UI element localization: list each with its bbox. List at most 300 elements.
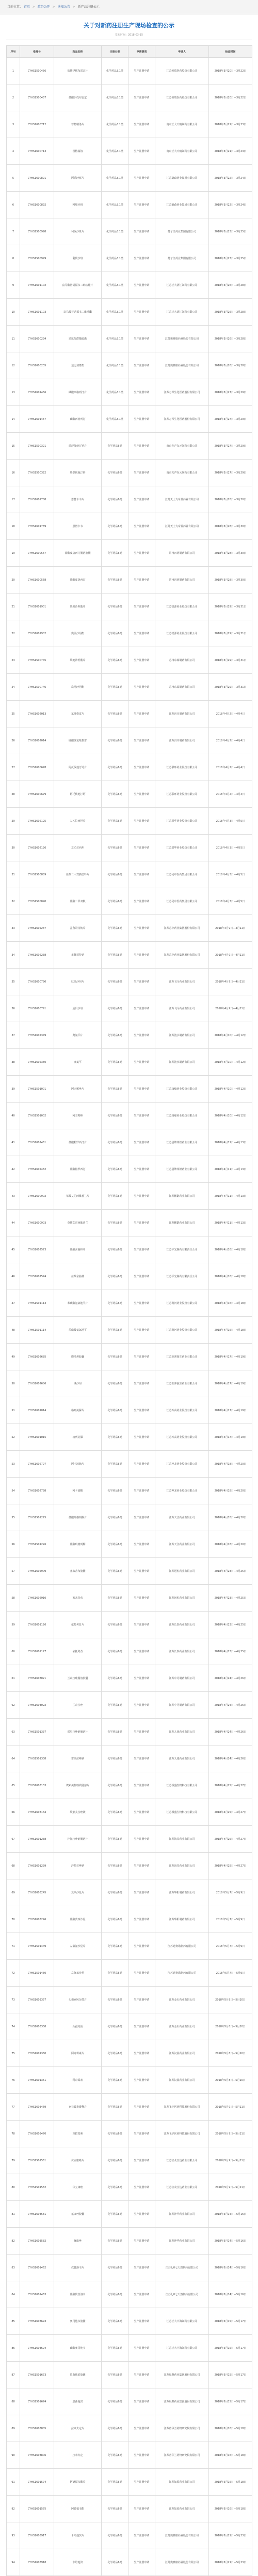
cell-drug-name: 盐酸伊伐布雷定 bbox=[54, 84, 102, 111]
cell-application: 生产注册申请 bbox=[128, 2067, 155, 2094]
cell-acceptance-no: CYHS1501337 bbox=[20, 1719, 54, 1745]
cell-inspection-time: 2018年4月23日—4月25日 bbox=[209, 1558, 252, 1585]
cell-application: 生产注册申请 bbox=[128, 2228, 155, 2255]
cell-applicant: 南京先声东元制药有限公司 bbox=[155, 460, 209, 486]
cell-inspection-time: 2018年4月18日—4月20日 bbox=[209, 1504, 252, 1531]
table-row bbox=[7, 165, 252, 192]
cell-inspection-time: 2018年4月18日—4月20日 bbox=[209, 1478, 252, 1504]
cell-applicant: 江苏平光制药有限责任公司 bbox=[155, 1263, 209, 1290]
cell-category: 化学药品6类 bbox=[102, 2335, 128, 2362]
cell-application: 生产注册申请 bbox=[128, 460, 155, 486]
cell-category: 化学药品6类 bbox=[102, 781, 128, 808]
cell-index: 31 bbox=[7, 861, 20, 888]
cell-applicant: 江苏吴中医药集团有限公司 bbox=[155, 861, 209, 888]
cell-category: 化学药品6类 bbox=[102, 1451, 128, 1478]
cell-acceptance-no: CYHS1603021 bbox=[20, 1665, 54, 1692]
table-row bbox=[7, 406, 252, 433]
cell-application: 生产注册申请 bbox=[128, 2469, 155, 2496]
cell-drug-name: 恩替卡韦 bbox=[54, 513, 102, 540]
cell-index: 13 bbox=[7, 379, 20, 406]
cell-acceptance-no: CYHS1600892 bbox=[20, 192, 54, 218]
cell-category: 化学药品6类 bbox=[102, 2281, 128, 2308]
cell-application: 生产注册申请 bbox=[128, 2147, 155, 2174]
cell-acceptance-no: CYHS1602013 bbox=[20, 701, 54, 727]
table-row bbox=[7, 1344, 252, 1370]
cell-category: 化学药品6类 bbox=[102, 486, 128, 513]
cell-applicant: 江苏海岸药业有限公司 bbox=[155, 1826, 209, 1853]
cell-inspection-time: 2018年4月10日—4月12日 bbox=[209, 1022, 252, 1049]
cell-applicant: 江苏万高药业股份有限公司 bbox=[155, 1424, 209, 1451]
cell-inspection-time: 2018年4月3日—4月5日 bbox=[209, 808, 252, 835]
cell-inspection-time: 2018年3月27日—3月29日 bbox=[209, 379, 252, 406]
cell-inspection-time: 2018年4月9日—4月11日 bbox=[209, 969, 252, 995]
cell-index: 89 bbox=[7, 2415, 20, 2442]
table-row bbox=[7, 1665, 252, 1692]
cell-inspection-time: 2018年5月16日—5月18日 bbox=[209, 2442, 252, 2469]
cell-category: 化学药品6类 bbox=[102, 942, 128, 969]
cell-drug-name: 厄贝沙坦 bbox=[54, 995, 102, 1022]
cell-index: 15 bbox=[7, 433, 20, 460]
cell-acceptance-no: CYHS1601350 bbox=[20, 2040, 54, 2067]
cell-category: 化学药品6类 bbox=[102, 1210, 128, 1236]
cell-drug-name: 克拉霉素 bbox=[54, 2121, 102, 2147]
cell-applicant: 江苏联环药业股份有限公司 bbox=[155, 754, 209, 781]
cell-index: 74 bbox=[7, 2013, 20, 2040]
table-row bbox=[7, 1317, 252, 1344]
cell-inspection-time: 2018年5月15日—5月17日 bbox=[209, 2388, 252, 2415]
cell-category: 化学药品6类 bbox=[102, 701, 128, 727]
cell-acceptance-no: CYHS1600902 bbox=[20, 1183, 54, 1210]
cell-index: 17 bbox=[7, 486, 20, 513]
cell-applicant: 江苏涟水制药有限公司 bbox=[155, 1049, 209, 1076]
cell-inspection-time: 2018年5月9日—5月11日 bbox=[209, 2094, 252, 2121]
cell-acceptance-no: CYHS1603134 bbox=[20, 1799, 54, 1826]
cell-application: 生产注册申请 bbox=[128, 1692, 155, 1719]
table-row bbox=[7, 620, 252, 647]
cell-inspection-time: 2018年3月21日—3月23日 bbox=[209, 111, 252, 138]
cell-inspection-time: 2018年5月15日—5月17日 bbox=[209, 2362, 252, 2388]
cell-category: 化学药品3.1类 bbox=[102, 58, 128, 84]
cell-inspection-time: 2018年3月22日—3月24日 bbox=[209, 192, 252, 218]
table-row bbox=[7, 1478, 252, 1504]
cell-index: 48 bbox=[7, 1317, 20, 1344]
cell-acceptance-no: CYHS1601102 bbox=[20, 272, 54, 299]
cell-drug-name: 阿奇霉素 bbox=[54, 2067, 102, 2094]
cell-applicant: 江苏恒瑞医药股份有限公司 bbox=[155, 58, 209, 84]
table-row bbox=[7, 915, 252, 942]
table-row bbox=[7, 781, 252, 808]
cell-category: 化学药品6类 bbox=[102, 1076, 128, 1103]
cell-inspection-time: 2018年3月28日—3月30日 bbox=[209, 567, 252, 594]
cell-category: 化学药品6类 bbox=[102, 2121, 128, 2147]
cell-acceptance-no: CYHS1603693 bbox=[20, 2308, 54, 2335]
cell-category: 化学药品6类 bbox=[102, 513, 128, 540]
cell-inspection-time: 2018年5月16日—5月18日 bbox=[209, 2469, 252, 2496]
cell-applicant: 江苏九旭药业有限公司 bbox=[155, 1719, 209, 1745]
breadcrumb-home-link[interactable]: 首页 bbox=[23, 5, 30, 9]
cell-index: 93 bbox=[7, 2522, 20, 2549]
cell-applicant: 江苏颖盛生物科技有限公司 bbox=[155, 1772, 209, 1799]
cell-inspection-time: 2018年4月18日—4月20日 bbox=[209, 1451, 252, 1478]
cell-application: 生产注册申请 bbox=[128, 299, 155, 326]
cell-inspection-time: 2018年3月23日—3月25日 bbox=[209, 218, 252, 245]
cell-acceptance-no: CYHS1601902 bbox=[20, 620, 54, 647]
cell-category: 化学药品3.1类 bbox=[102, 272, 128, 299]
cell-applicant: 江苏汉晨药业有限公司 bbox=[155, 2067, 209, 2094]
cell-index: 55 bbox=[7, 1504, 20, 1531]
cell-application: 生产注册申请 bbox=[128, 995, 155, 1022]
cell-index: 87 bbox=[7, 2362, 20, 2388]
cell-application: 生产注册申请 bbox=[128, 567, 155, 594]
cell-acceptance-no: CYHS1603133 bbox=[20, 1772, 54, 1799]
table-row bbox=[7, 1799, 252, 1826]
cell-inspection-time: 2018年5月16日—5月18日 bbox=[209, 2496, 252, 2522]
cell-index: 9 bbox=[7, 272, 20, 299]
cell-applicant: 江苏苏中药业集团股份有限公司 bbox=[155, 942, 209, 969]
table-row bbox=[7, 754, 252, 781]
cell-inspection-time: 2018年4月10日—4月12日 bbox=[209, 1049, 252, 1076]
cell-drug-name: 兰索拉唑肠溶胶囊 bbox=[54, 1665, 102, 1692]
cell-application: 生产注册申请 bbox=[128, 835, 155, 861]
cell-acceptance-no: CYHS1601014 bbox=[20, 1397, 54, 1424]
cell-inspection-time: 2018年3月29日—3月31日 bbox=[209, 674, 252, 701]
cell-acceptance-no: CYHS1601575 bbox=[20, 2496, 54, 2522]
cell-index: 83 bbox=[7, 2255, 20, 2281]
cell-category: 化学药品6类 bbox=[102, 1933, 128, 1960]
cell-drug-name: 盐酸帕罗西汀片 bbox=[54, 1129, 102, 1156]
cell-category: 化学药品6类 bbox=[102, 1183, 128, 1210]
cell-category: 化学药品6类 bbox=[102, 1960, 128, 1987]
cell-applicant: 江苏万邦生化医药股份有限公司 bbox=[155, 379, 209, 406]
cell-index: 51 bbox=[7, 1397, 20, 1424]
cell-drug-name: 盐酸帕罗西汀 bbox=[54, 1156, 102, 1183]
cell-category: 化学药品6类 bbox=[102, 1692, 128, 1719]
cell-application: 生产注册申请 bbox=[128, 2040, 155, 2067]
cell-application: 生产注册申请 bbox=[128, 326, 155, 352]
table-row bbox=[7, 2228, 252, 2255]
cell-acceptance-no: CYHS1602350 bbox=[20, 1049, 54, 1076]
cell-inspection-time: 2018年3月29日—3月31日 bbox=[209, 620, 252, 647]
cell-category: 化学药品6类 bbox=[102, 995, 128, 1022]
table-row bbox=[7, 192, 252, 218]
cell-acceptance-no: CYHS1500321 bbox=[20, 433, 54, 460]
header-drug-name: 药品名称 bbox=[54, 46, 102, 58]
cell-application: 生产注册申请 bbox=[128, 2549, 155, 2576]
table-row bbox=[7, 1370, 252, 1397]
cell-drug-name: 恩曲他滨胶囊 bbox=[54, 2362, 102, 2388]
cell-drug-name: 埃索美拉唑镁肠溶片 bbox=[54, 1772, 102, 1799]
table-row bbox=[7, 942, 252, 969]
breadcrumb-separator: > bbox=[32, 5, 35, 9]
cell-category: 化学药品6类 bbox=[102, 2067, 128, 2094]
cell-acceptance-no: CYHS1600903 bbox=[20, 1210, 54, 1236]
cell-index: 64 bbox=[7, 1745, 20, 1772]
cell-index: 12 bbox=[7, 352, 20, 379]
cell-index: 42 bbox=[7, 1156, 20, 1183]
cell-drug-name: 奥氮平 bbox=[54, 1049, 102, 1076]
table-row bbox=[7, 111, 252, 138]
cell-inspection-time: 2018年5月7日—5月9日 bbox=[209, 1906, 252, 1933]
table-body bbox=[7, 58, 252, 2576]
cell-inspection-time: 2018年3月20日—3月22日 bbox=[209, 84, 252, 111]
cell-category: 化学药品6类 bbox=[102, 1236, 128, 1263]
cell-drug-name: 阿托伐他汀钙片 bbox=[54, 754, 102, 781]
cell-index: 80 bbox=[7, 2174, 20, 2201]
cell-applicant: 江苏长泰药业有限公司 bbox=[155, 1638, 209, 1665]
cell-applicant: 江苏知原药业有限公司 bbox=[155, 2469, 209, 2496]
cell-application: 生产注册申请 bbox=[128, 1424, 155, 1451]
cell-inspection-time: 2018年4月17日—4月19日 bbox=[209, 1397, 252, 1424]
table-row bbox=[7, 2067, 252, 2094]
table-row bbox=[7, 1263, 252, 1290]
cell-applicant: 江苏晨牌药业集团股份有限公司 bbox=[155, 2362, 209, 2388]
cell-inspection-time: 2018年4月10日—4月12日 bbox=[209, 1076, 252, 1103]
cell-applicant: 江苏德源药业股份有限公司 bbox=[155, 620, 209, 647]
cell-index: 25 bbox=[7, 701, 20, 727]
header-index: 序号 bbox=[7, 46, 20, 58]
cell-drug-name: 兰索拉唑 bbox=[54, 1692, 102, 1719]
cell-application: 生产注册申请 bbox=[128, 1987, 155, 2013]
cell-inspection-time: 2018年4月23日—4月25日 bbox=[209, 1585, 252, 1612]
cell-drug-name: 阿德福韦酯 bbox=[54, 2496, 102, 2522]
cell-inspection-time: 2018年4月11日—4月13日 bbox=[209, 1129, 252, 1156]
cell-index: 22 bbox=[7, 620, 20, 647]
cell-index: 1 bbox=[7, 58, 20, 84]
cell-index: 5 bbox=[7, 165, 20, 192]
cell-acceptance-no: CYHS1603805 bbox=[20, 2415, 54, 2442]
table-row bbox=[7, 2442, 252, 2469]
cell-index: 66 bbox=[7, 1799, 20, 1826]
cell-index: 65 bbox=[7, 1772, 20, 1799]
cell-index: 57 bbox=[7, 1558, 20, 1585]
cell-category: 化学药品6类 bbox=[102, 1317, 128, 1344]
cell-drug-name: 头孢克肟分散片 bbox=[54, 1987, 102, 2013]
cell-applicant: 江苏省华兰药物研究院有限公司 bbox=[155, 2442, 209, 2469]
cell-applicant: 江苏正大清江制药有限公司 bbox=[155, 299, 209, 326]
cell-inspection-time: 2018年4月3日—4月5日 bbox=[209, 888, 252, 915]
cell-drug-name: 阿德福韦酯片 bbox=[54, 2469, 102, 2496]
table-row bbox=[7, 1826, 252, 1853]
cell-drug-name: 氟康唑胶囊 bbox=[54, 2201, 102, 2228]
table-row bbox=[7, 2121, 252, 2147]
cell-drug-name: 阿托伐他汀钙 bbox=[54, 781, 102, 808]
table-row bbox=[7, 674, 252, 701]
cell-inspection-time: 2018年3月28日—3月30日 bbox=[209, 540, 252, 567]
cell-applicant: 江苏七0七天然制药有限公司 bbox=[155, 2255, 209, 2281]
cell-acceptance-no: CYHS1501226 bbox=[20, 1531, 54, 1558]
cell-acceptance-no: CYHS1603806 bbox=[20, 2442, 54, 2469]
cell-inspection-time: 2018年4月24日—4月26日 bbox=[209, 1745, 252, 1772]
cell-drug-name: 奥司他韦胶囊 bbox=[54, 2308, 102, 2335]
cell-inspection-time: 2018年5月9日—5月11日 bbox=[209, 2147, 252, 2174]
table-row bbox=[7, 1210, 252, 1236]
cell-inspection-time: 2018年4月23日—4月25日 bbox=[209, 1638, 252, 1665]
cell-application: 生产注册申请 bbox=[128, 1183, 155, 1210]
cell-category: 化学药品3.1类 bbox=[102, 192, 128, 218]
cell-application: 生产注册申请 bbox=[128, 2308, 155, 2335]
cell-drug-name: 苯磺酸氨氯地平 bbox=[54, 1317, 102, 1344]
cell-drug-name: 厄贝沙坦片 bbox=[54, 969, 102, 995]
cell-application: 生产注册申请 bbox=[128, 379, 155, 406]
cell-drug-name: 恩曲他滨 bbox=[54, 2388, 102, 2415]
cell-inspection-time: 2018年5月14日—5月16日 bbox=[209, 2201, 252, 2228]
cell-applicant: 江苏吴中医药集团有限公司 bbox=[155, 888, 209, 915]
cell-inspection-time: 2018年3月28日—3月30日 bbox=[209, 486, 252, 513]
cell-index: 85 bbox=[7, 2308, 20, 2335]
cell-acceptance-no: CYHS1602798 bbox=[20, 1478, 54, 1504]
cell-drug-name: 卡培他滨片 bbox=[54, 2522, 102, 2549]
cell-category: 化学药品6类 bbox=[102, 2388, 128, 2415]
cell-index: 68 bbox=[7, 1853, 20, 1879]
cell-acceptance-no: CYHS1501450 bbox=[20, 1960, 54, 1987]
table-row bbox=[7, 1531, 252, 1558]
cell-applicant: 常州四药制药有限公司 bbox=[155, 567, 209, 594]
cell-application: 生产注册申请 bbox=[128, 1745, 155, 1772]
cell-category: 化学药品3.1类 bbox=[102, 84, 128, 111]
cell-index: 60 bbox=[7, 1638, 20, 1665]
cell-application: 生产注册申请 bbox=[128, 513, 155, 540]
cell-drug-name: 阿奇霉素片 bbox=[54, 2040, 102, 2067]
cell-applicant: 江苏神龙药业股份有限公司 bbox=[155, 1451, 209, 1478]
cell-index: 37 bbox=[7, 1022, 20, 1049]
cell-acceptance-no: CYHS1501338 bbox=[20, 1745, 54, 1772]
cell-acceptance-no: CYHS1602574 bbox=[20, 1263, 54, 1290]
cell-applicant: 江苏涟水制药有限公司 bbox=[155, 1022, 209, 1049]
cell-application: 生产注册申请 bbox=[128, 2281, 155, 2308]
cell-applicant: 江苏天士力帝益药业有限公司 bbox=[155, 513, 209, 540]
cell-application: 生产注册申请 bbox=[128, 406, 155, 433]
cell-index: 52 bbox=[7, 1424, 20, 1451]
cell-application: 生产注册申请 bbox=[128, 861, 155, 888]
table-row bbox=[7, 1987, 252, 2013]
cell-category: 化学药品6类 bbox=[102, 1103, 128, 1129]
cell-acceptance-no: CYHS1500322 bbox=[20, 460, 54, 486]
cell-index: 73 bbox=[7, 1987, 20, 2013]
cell-acceptance-no: CYHS1500890 bbox=[20, 888, 54, 915]
cell-applicant: 江苏恩华药业股份有限公司 bbox=[155, 835, 209, 861]
cell-acceptance-no: CYHS1600678 bbox=[20, 754, 54, 781]
cell-acceptance-no: CYHS1602014 bbox=[20, 727, 54, 754]
cell-inspection-time: 2018年5月9日—5月11日 bbox=[209, 2174, 252, 2201]
cell-index: 94 bbox=[7, 2549, 20, 2576]
table-row bbox=[7, 2040, 252, 2067]
cell-category: 化学药品6类 bbox=[102, 460, 128, 486]
cell-application: 生产注册申请 bbox=[128, 2362, 155, 2388]
cell-application: 生产注册申请 bbox=[128, 1022, 155, 1049]
cell-category: 化学药品6类 bbox=[102, 915, 128, 942]
cell-category: 化学药品3.1类 bbox=[102, 326, 128, 352]
publish-meta: 发布时间：2018-03-15 bbox=[115, 33, 143, 37]
cell-index: 2 bbox=[7, 84, 20, 111]
inspection-table bbox=[6, 45, 252, 2576]
header-inspection-time: 检查时间 bbox=[209, 46, 252, 58]
cell-category: 化学药品6类 bbox=[102, 2549, 128, 2576]
cell-category: 化学药品6类 bbox=[102, 1719, 128, 1745]
cell-application: 生产注册申请 bbox=[128, 111, 155, 138]
cell-drug-name: 富马酸替诺福韦二吡呋酯片 bbox=[54, 272, 102, 299]
table-row bbox=[7, 1504, 252, 1531]
cell-index: 49 bbox=[7, 1344, 20, 1370]
cell-acceptance-no: CYHS1600712 bbox=[20, 111, 54, 138]
cell-acceptance-no: CYHS1603469 bbox=[20, 2094, 54, 2121]
cell-acceptance-no: CYHS1602573 bbox=[20, 1236, 54, 1263]
cell-application: 生产注册申请 bbox=[128, 2121, 155, 2147]
table-row bbox=[7, 84, 252, 111]
cell-application: 生产注册申请 bbox=[128, 969, 155, 995]
cell-category: 化学药品3.1类 bbox=[102, 218, 128, 245]
cell-index: 82 bbox=[7, 2228, 20, 2255]
cell-drug-name: 利伐沙班 bbox=[54, 245, 102, 272]
cell-application: 生产注册申请 bbox=[128, 888, 155, 915]
cell-applicant: 江苏康缘药业股份有限公司 bbox=[155, 1076, 209, 1103]
cell-application: 生产注册申请 bbox=[128, 433, 155, 460]
cell-acceptance-no: CYHS1601462 bbox=[20, 2255, 54, 2281]
cell-drug-name: 塞来昔布胶囊 bbox=[54, 1558, 102, 1585]
cell-application: 生产注册申请 bbox=[128, 1638, 155, 1665]
cell-drug-name: 雷贝拉唑钠 bbox=[54, 1745, 102, 1772]
header-applicant: 申请人 bbox=[155, 46, 209, 58]
table-row bbox=[7, 727, 252, 754]
cell-category: 化学药品6类 bbox=[102, 888, 128, 915]
table-row bbox=[7, 1076, 252, 1103]
breadcrumb-section-link[interactable]: 政务公开 bbox=[37, 5, 50, 9]
cell-category: 化学药品6类 bbox=[102, 2174, 128, 2201]
cell-application: 生产注册申请 bbox=[128, 1933, 155, 1960]
cell-applicant: 江苏奥赛康药业股份有限公司 bbox=[155, 326, 209, 352]
cell-index: 39 bbox=[7, 1076, 20, 1103]
cell-drug-name: 利伐沙班片 bbox=[54, 218, 102, 245]
cell-applicant: 江苏康缘药业股份有限公司 bbox=[155, 1103, 209, 1129]
cell-index: 50 bbox=[7, 1370, 20, 1397]
cell-index: 23 bbox=[7, 647, 20, 674]
cell-acceptance-no: CYHS1601103 bbox=[20, 299, 54, 326]
cell-inspection-time: 2018年3月22日—3月24日 bbox=[209, 165, 252, 192]
breadcrumb-category-link[interactable]: 通知公告 bbox=[57, 5, 70, 9]
cell-application: 生产注册申请 bbox=[128, 647, 155, 674]
cell-drug-name: 奥氮平片 bbox=[54, 1022, 102, 1049]
cell-application: 生产注册申请 bbox=[128, 2415, 155, 2442]
cell-drug-name: 达比加群酯胶囊 bbox=[54, 326, 102, 352]
table-row bbox=[7, 1692, 252, 1719]
cell-applicant: 南京正大天晴制药有限公司 bbox=[155, 138, 209, 165]
cell-applicant: 江苏海岸药业有限公司 bbox=[155, 1853, 209, 1879]
cell-application: 生产注册申请 bbox=[128, 1451, 155, 1478]
cell-category: 化学药品6类 bbox=[102, 567, 128, 594]
cell-index: 36 bbox=[7, 995, 20, 1022]
cell-applicant: 江苏华阳制药有限公司 bbox=[155, 1879, 209, 1906]
cell-inspection-time: 2018年3月20日—3月22日 bbox=[209, 58, 252, 84]
cell-applicant: 江苏晨牌邦德药业有限公司 bbox=[155, 1156, 209, 1183]
cell-category: 化学药品6类 bbox=[102, 433, 128, 460]
cell-drug-name: 左氧氟沙星 bbox=[54, 1960, 102, 1987]
cell-applicant: 江苏奥赛康药业股份有限公司 bbox=[155, 2549, 209, 2576]
cell-inspection-time: 2018年3月29日—3月31日 bbox=[209, 647, 252, 674]
cell-inspection-time: 2018年5月14日—5月16日 bbox=[209, 2255, 252, 2281]
cell-acceptance-no: CYHS1601789 bbox=[20, 513, 54, 540]
cell-application: 生产注册申请 bbox=[128, 2442, 155, 2469]
cell-acceptance-no: CYHS1600568 bbox=[20, 567, 54, 594]
cell-category: 化学药品6类 bbox=[102, 1290, 128, 1317]
cell-index: 40 bbox=[7, 1103, 20, 1129]
cell-drug-name: 缬沙坦胶囊 bbox=[54, 1344, 102, 1370]
table-header-row bbox=[7, 46, 252, 58]
cell-category: 化学药品6类 bbox=[102, 2442, 128, 2469]
cell-application: 生产注册申请 bbox=[128, 272, 155, 299]
cell-drug-name: 盐酸度洛西汀肠溶胶囊 bbox=[54, 540, 102, 567]
table-row bbox=[7, 218, 252, 245]
cell-category: 化学药品6类 bbox=[102, 1665, 128, 1692]
cell-index: 11 bbox=[7, 326, 20, 352]
